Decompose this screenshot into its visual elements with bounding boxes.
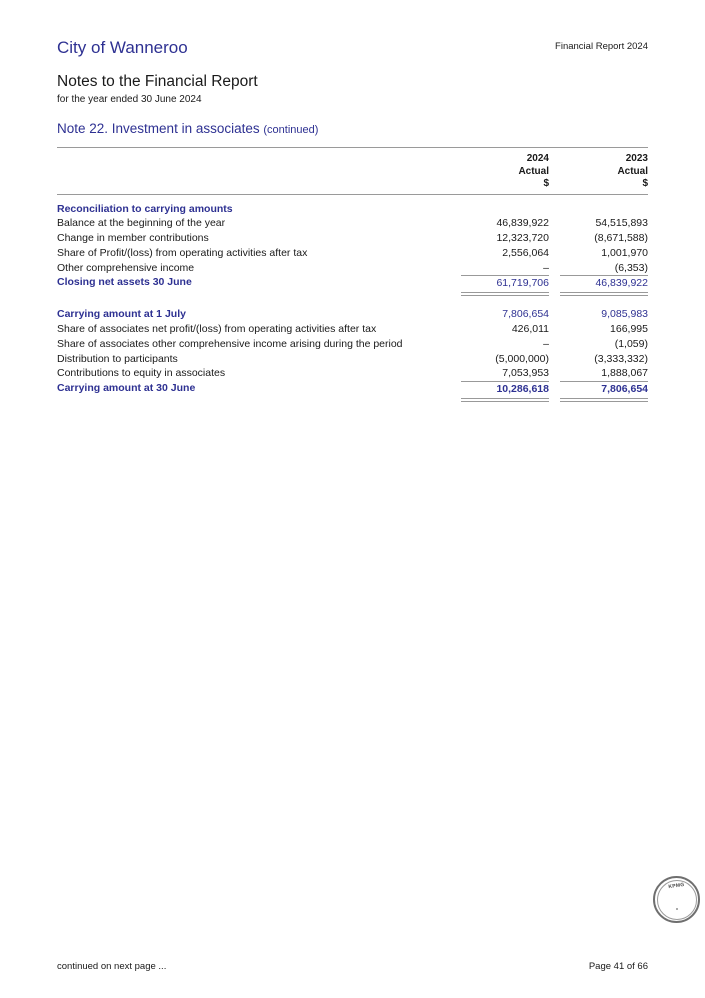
row-label: Share of associates net profit/(loss) from operating activities after tax [57,323,377,336]
note-title [57,121,648,136]
value-2024-cell: 2,556,064 [502,246,549,259]
table-row [57,352,648,367]
total-row [57,381,648,402]
column-header-2024 [461,153,549,191]
table-row [57,337,648,352]
value-2023-cell: (8,671,588) [594,232,648,245]
value-2023-cell: 1,001,970 [601,246,648,259]
page-title: Notes to the Financial Report [57,73,258,90]
kpmg-stamp [653,876,700,923]
stamp-outer-ring [653,876,700,923]
value-2024-cell: 10,286,618 [461,381,549,402]
total-label: Carrying amount at 30 June [57,382,196,395]
note-continued-label: (continued) [263,124,319,136]
value-2023-cell: (6,353) [614,261,648,274]
value-2023-cell: 9,085,983 [601,308,648,321]
stamp-mark [676,908,678,910]
value-2023-cell: 166,995 [610,323,648,336]
value-2023-cell: 46,839,922 [560,275,648,296]
value-2024-cell: 426,011 [511,323,549,336]
row-label: Distribution to participants [57,352,178,365]
note-title-text: Note 22. Investment in associates [57,121,260,136]
total-row [57,275,648,296]
stamp-label: KPMG [668,881,685,891]
table-row [57,366,648,381]
financial-table [57,147,648,402]
value-2024-cell: 7,053,953 [502,367,549,380]
row-label: Carrying amount at 1 July [57,308,186,321]
value-2024-cell: 7,806,654 [502,308,549,321]
value-2023-cell: 54,515,893 [595,217,648,230]
value-2023-cell: 7,806,654 [560,381,648,402]
row-label: Contributions to equity in associates [57,367,226,380]
report-tag: Financial Report 2024 [555,41,648,52]
row-label: Other comprehensive income [57,261,195,274]
row-label: Balance at the beginning of the year [57,217,226,230]
org-name: City of Wanneroo [57,38,188,57]
row-label: Share of Profit/(loss) from operating activities after tax [57,246,308,259]
column-type: Actual [518,165,549,177]
value-2024-cell: – [543,261,549,274]
footer-continued-note: continued on next page ... [57,961,167,972]
value-2024-cell [461,202,549,217]
page-footer [57,961,648,972]
section-heading: Reconciliation to carrying amounts [57,202,233,215]
table-row [57,231,648,246]
value-2023-cell [560,202,648,217]
table-row [57,216,648,231]
total-label: Closing net assets 30 June [57,276,192,289]
page-subtitle: for the year ended 30 June 2024 [57,94,202,105]
header [57,38,648,58]
column-unit: $ [543,178,549,189]
section-heading-row [57,202,648,217]
column-unit: $ [642,178,648,189]
row-label: Change in member contributions [57,232,209,245]
value-2024-cell: 46,839,922 [496,217,549,230]
column-year: 2023 [625,153,648,164]
row-label: Share of associates other comprehensive income arising during the period [57,337,403,350]
value-2023-cell: (3,333,332) [594,352,648,365]
value-2024-cell: (5,000,000) [495,352,549,365]
column-header-2023 [560,153,648,191]
page-number: Page 41 of 66 [588,961,648,972]
opening-row [57,307,648,322]
value-2024-cell: 61,719,706 [461,275,549,296]
table-body [57,195,648,403]
value-2023-cell: (1,059) [614,337,648,350]
table-row [57,246,648,261]
table-row [57,322,648,337]
table-row [57,261,648,276]
section-divider [57,296,648,307]
value-2024-cell: – [543,337,549,350]
column-year: 2024 [526,153,549,164]
report-page [0,0,705,402]
column-type: Actual [617,165,648,177]
table-header-row [57,147,648,195]
header-label-spacer [57,153,450,191]
value-2024-cell: 12,323,720 [496,232,549,245]
value-2023-cell: 1,888,067 [601,367,648,380]
